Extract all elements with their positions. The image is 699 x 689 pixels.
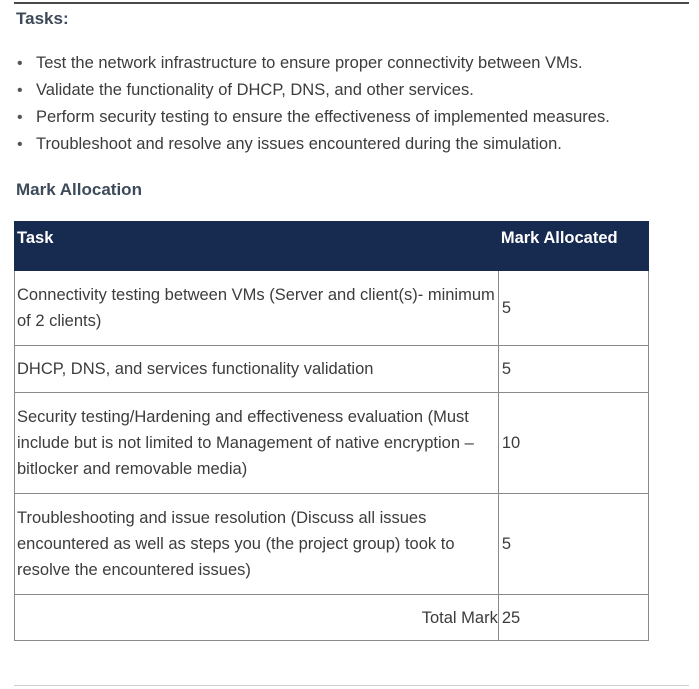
task-cell: Connectivity testing between VMs (Server and client(s)- minimum of 2 clients): [15, 271, 499, 346]
bullet-icon: •: [17, 109, 23, 126]
task-item-text: Validate the functionality of DHCP, DNS, and other services.: [36, 81, 474, 99]
bottom-divider: [14, 685, 689, 686]
list-item: [16, 131, 691, 158]
table-row: [15, 494, 649, 595]
bullet-icon: •: [17, 82, 23, 99]
task-item-text: Perform security testing to ensure the effectiveness of implemented measures.: [36, 108, 610, 126]
total-label: Total Mark: [15, 595, 499, 641]
tasks-heading: Tasks:: [16, 9, 69, 28]
task-item-text: Troubleshoot and resolve any issues encountered during the simulation.: [36, 135, 562, 153]
list-item: [16, 104, 691, 131]
mark-cell: 5: [498, 271, 648, 346]
mark-cell: 5: [498, 494, 648, 595]
table-row: [15, 346, 649, 393]
mark-cell: 5: [498, 346, 648, 393]
mark-allocation-heading: Mark Allocation: [16, 180, 142, 199]
total-value: 25: [498, 595, 648, 641]
table-row: [15, 271, 649, 346]
bullet-icon: •: [17, 55, 23, 72]
task-cell: DHCP, DNS, and services functionality validation: [15, 346, 499, 393]
column-header-mark: Mark Allocated: [498, 222, 648, 271]
task-cell: Troubleshooting and issue resolution (Discuss all issues encountered as well as steps you (the project group) took to resolve the encountered issues): [15, 494, 499, 595]
tasks-list: [16, 50, 691, 158]
list-item: [16, 77, 691, 104]
table-header-row: [15, 222, 649, 271]
bullet-icon: •: [17, 136, 23, 153]
task-item-text: Test the network infrastructure to ensure proper connectivity between VMs.: [36, 54, 583, 72]
table-row: [15, 393, 649, 494]
task-cell: Security testing/Hardening and effectiveness evaluation (Must include but is not limited to Management of native encryption – bitlocker and removable media): [15, 393, 499, 494]
mark-cell: 10: [498, 393, 648, 494]
mark-allocation-table: [14, 221, 649, 641]
list-item: [16, 50, 691, 77]
column-header-task: Task: [15, 222, 499, 271]
total-row: [15, 595, 649, 641]
top-divider: [14, 2, 689, 4]
